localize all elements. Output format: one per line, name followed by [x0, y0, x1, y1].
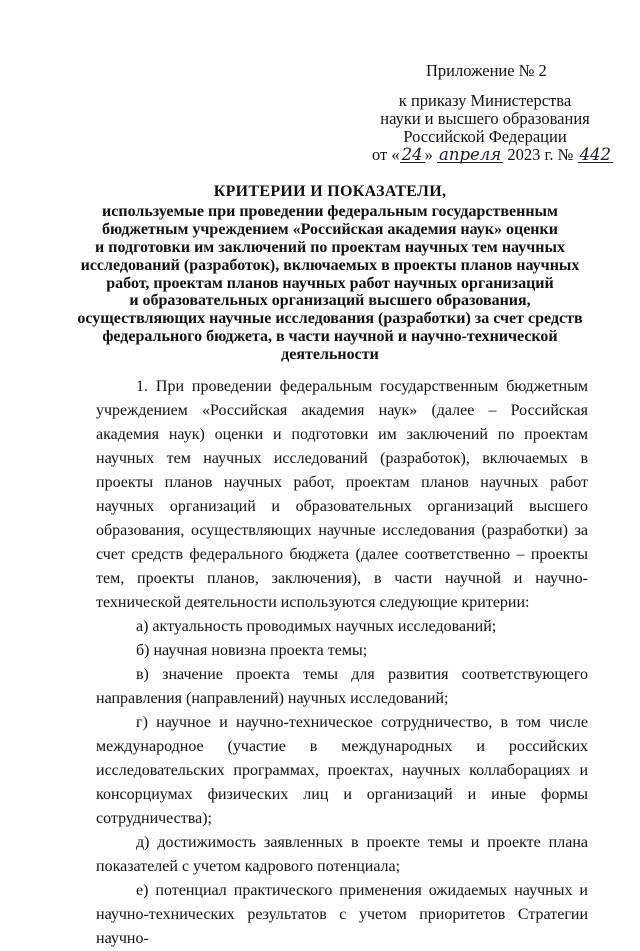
title-line: работ, проектам планов научных работ научных организаций: [106, 274, 554, 292]
appendix-line-2: науки и высшего образования: [380, 109, 590, 128]
appendix-line-1: к приказу Министерства: [398, 91, 572, 110]
appendix-title: Приложение № 2: [426, 61, 547, 80]
title-line: и образовательных организаций высшего образования,: [129, 292, 531, 310]
handwritten-month: апреля: [439, 145, 502, 164]
date-prefix: от «: [372, 145, 400, 164]
title-line: осуществляющих научные исследования (разработки) за счет средств: [77, 310, 583, 328]
criterion-item-d: д) достижимость заявленных в проекте темы и проекте плана показателей с учетом кадрового потенциала;: [96, 834, 588, 875]
criterion-item-e: е) потенциал практического применения ожидаемых научных и научно-технических результатов с учетом приоритетов Стратегии научно-: [96, 882, 588, 947]
criterion-item-g: г) научное и научно-техническое сотрудничество, в том числе международное (участие в международных и российских исследовательских программах, проектах, научных коллаборациях и консорциумах физических лиц и организаций и иные формы сотрудничества);: [96, 714, 588, 827]
document-title: [60, 183, 600, 364]
criterion-item-v: в) значение проекта темы для развития соответствующего направления (направлений) научных исследований;: [96, 666, 588, 707]
date-year: 2023 г. №: [503, 145, 578, 164]
appendix-line-3: Российской Федерации: [403, 127, 567, 146]
title-line: используемые при проведении федеральным государственным: [102, 202, 558, 220]
appendix-date-line: [360, 146, 610, 164]
title-line: исследований (разработок), включаемых в проекты планов научных: [80, 256, 580, 274]
title-line: федерального бюджета, в части научной и научно-технической: [102, 328, 558, 346]
title-line: деятельности: [281, 346, 379, 364]
appendix-header: [360, 62, 610, 164]
criterion-item-b: б) научная новизна проекта темы;: [136, 642, 368, 659]
handwritten-order-number: 442: [579, 145, 612, 164]
date-mid: »: [424, 145, 437, 164]
paragraph-1: 1. При проведении федеральным государственным бюджетным учреждением «Российская академия наук» (далее – Российская академия наук) оценки и подготовки им заключений по проектам научных тем научных исследований (разработок), включаемых в проекты планов научных работ, проектам планов научных работ научных организаций и образовательных организаций высшего образования, осуществляющих научные исследования (разработки) за счет средств федерального бюджета (далее соответственно – проекты тем, проекты планов, заключения), в части научной и научно-технической деятельности используются следующие критерии:: [96, 378, 588, 611]
title-line: бюджетным учреждением «Российская академия наук» оценки: [102, 220, 558, 238]
criterion-item-a: а) актуальность проводимых научных исследований;: [136, 618, 497, 635]
handwritten-day: 24: [401, 145, 423, 164]
title-main: КРИТЕРИИ И ПОКАЗАТЕЛИ,: [213, 183, 447, 200]
document-body: [96, 375, 588, 951]
title-line: и подготовки им заключений по проектам научных тем научных: [95, 238, 565, 256]
